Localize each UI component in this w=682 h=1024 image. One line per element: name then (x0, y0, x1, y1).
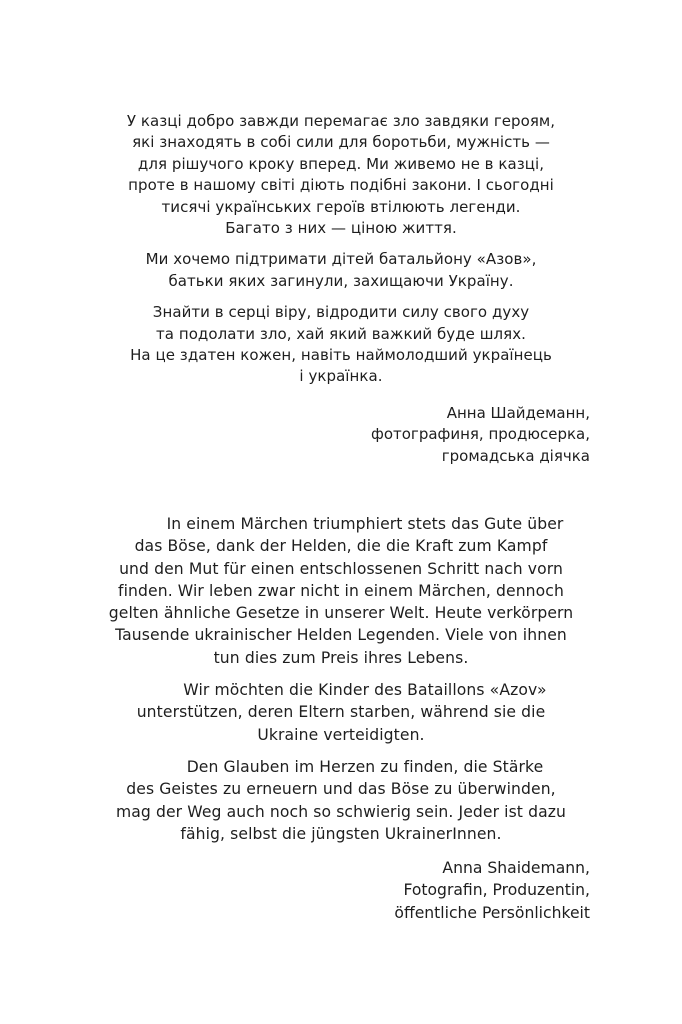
text-line: Den Glauben im Herzen zu finden, die Stärke (186, 757, 544, 776)
german-paragraph-2 (0, 679, 682, 746)
text-line: Багато з них — ціною життя. (225, 219, 457, 238)
german-paragraph-3 (0, 756, 682, 845)
text-line: mag der Weg auch noch so schwierig sein. Jeder ist dazu (115, 802, 567, 821)
text-line: На це здатен кожен, навіть наймолодший українець (130, 346, 552, 365)
text-line: У казці добро завжди перемагає зло завдяки героям, (126, 112, 556, 130)
text-line: finden. Wir leben zwar nicht in einem Märchen, dennoch (118, 581, 564, 600)
signature-role: öffentliche Persönlichkeit (394, 903, 590, 922)
text-line: unterstützen, deren Eltern starben, während sie die (136, 703, 546, 722)
text-line: fähig, selbst die jüngsten UkrainerInnen. (180, 824, 502, 843)
signature-name: Анна Шайдеманн, (446, 403, 590, 422)
text-line: Ukraine verteidigten. (257, 725, 425, 744)
text-line: для рішучого кроку вперед. Ми живемо не в казці, (137, 154, 545, 173)
german-paragraph-1 (0, 513, 682, 669)
text-line: tun dies zum Preis ihres Lebens. (213, 648, 469, 667)
text-line: проте в нашому світі діють подібні закони. І сьогодні (128, 176, 554, 195)
text-line: Wir möchten die Kinder des Bataillons «Azov» (183, 681, 547, 700)
text-line: In einem Märchen triumphiert stets das Gute über (166, 515, 564, 533)
german-section (0, 513, 682, 924)
text-line: батьки яких загинули, захищаючи Україну. (168, 271, 514, 290)
text-line: та подолати зло, хай який важкий буде шлях. (156, 324, 526, 343)
signature-name: Anna Shaidemann, (442, 859, 590, 878)
signature-role: громадська діячка (441, 446, 590, 465)
ukrainian-signature (0, 403, 590, 467)
text-line: Знайти в серці віру, відродити силу свого духу (152, 303, 530, 322)
text-line: gelten ähnliche Gesetze in unserer Welt. Heute verkörpern (108, 604, 574, 623)
text-line: які знаходять в собі сили для боротьби, мужність — (132, 133, 550, 152)
signature-role: Fotografin, Produzentin, (403, 881, 590, 900)
ukrainian-section (0, 111, 682, 467)
ukrainian-paragraph-1 (0, 111, 682, 239)
ukrainian-paragraph-2 (0, 249, 682, 292)
signature-role: фотографиня, продюсерка, (371, 425, 590, 444)
ukrainian-paragraph-3 (0, 302, 682, 388)
text-line: das Böse, dank der Helden, die die Kraft zum Kampf (134, 537, 548, 556)
text-line: тисячі українських героїв втілюють легенди. (161, 197, 521, 216)
german-signature (0, 857, 590, 924)
text-line: Tausende ukrainischer Helden Legenden. Viele von ihnen (115, 626, 567, 645)
text-line: des Geistes zu erneuern und das Böse zu überwinden, (126, 780, 556, 799)
text-line: und den Mut für einen entschlossenen Schritt nach vorn (119, 559, 563, 578)
text-line: Ми хочемо підтримати дітей батальйону «Азов», (145, 250, 537, 269)
text-line: і українка. (299, 367, 383, 386)
